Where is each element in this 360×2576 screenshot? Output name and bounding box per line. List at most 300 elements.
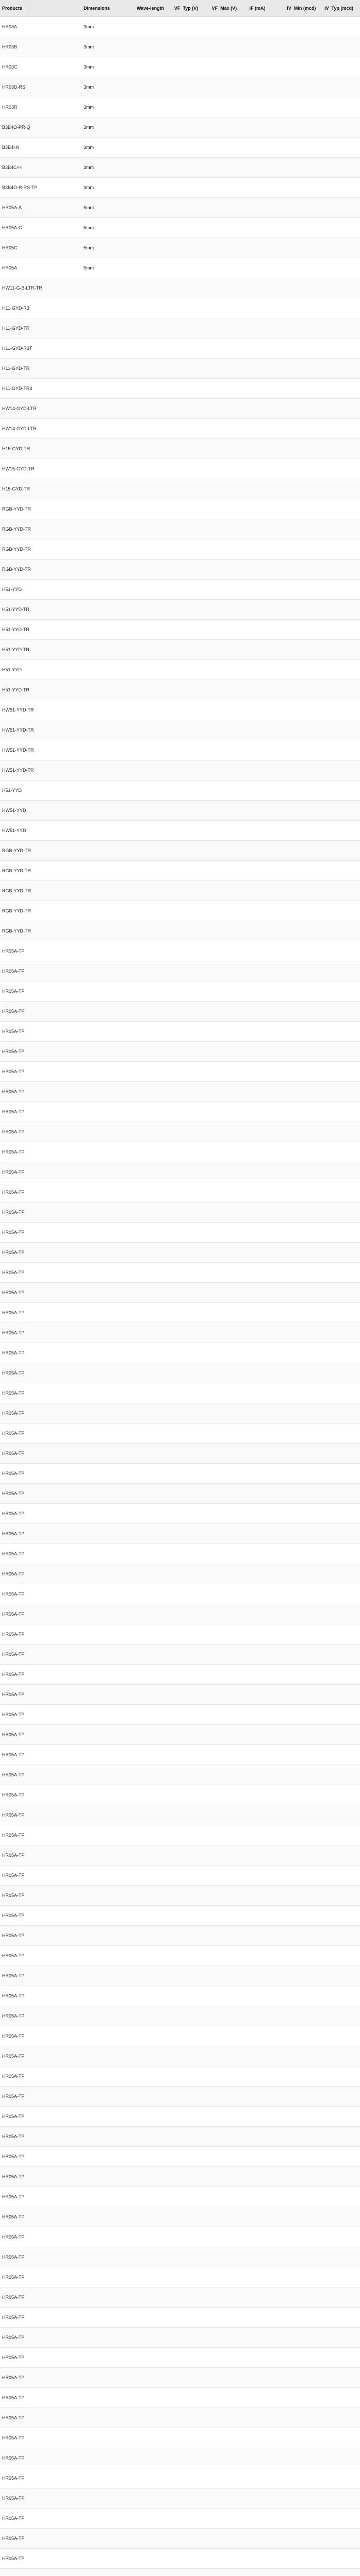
table-cell bbox=[135, 2529, 172, 2549]
product-name-cell: HR05A-TP bbox=[0, 1243, 81, 1263]
table-cell bbox=[135, 278, 172, 298]
table-row bbox=[0, 941, 360, 961]
table-cell bbox=[172, 821, 210, 841]
table-cell bbox=[322, 700, 360, 720]
product-name-cell: HR05A-TP bbox=[0, 1464, 81, 1484]
table-cell bbox=[135, 1745, 172, 1765]
table-cell bbox=[135, 1765, 172, 1785]
table-cell bbox=[172, 1906, 210, 1926]
table-cell bbox=[247, 700, 285, 720]
table-cell bbox=[322, 1223, 360, 1243]
product-name-cell: HR03R bbox=[0, 97, 81, 117]
table-cell bbox=[285, 2529, 322, 2549]
table-cell bbox=[210, 2167, 248, 2187]
table-cell bbox=[322, 2408, 360, 2428]
table-cell bbox=[172, 2569, 210, 2576]
table-cell bbox=[210, 1403, 248, 1423]
table-cell: 3mm bbox=[81, 117, 135, 138]
product-name-cell: RGB-YYD-TR bbox=[0, 841, 81, 861]
table-cell bbox=[81, 1022, 135, 1042]
table-cell bbox=[210, 2468, 248, 2488]
table-cell bbox=[135, 97, 172, 117]
table-cell bbox=[285, 740, 322, 760]
table-cell bbox=[81, 981, 135, 1002]
table-cell bbox=[210, 379, 248, 399]
table-cell bbox=[285, 2569, 322, 2576]
table-cell bbox=[285, 1685, 322, 1705]
table-cell bbox=[172, 57, 210, 77]
table-cell bbox=[135, 198, 172, 218]
table-row bbox=[0, 2207, 360, 2227]
table-cell bbox=[135, 499, 172, 519]
table-row bbox=[0, 640, 360, 660]
product-name-cell: HR05A-C bbox=[0, 218, 81, 238]
table-row bbox=[0, 901, 360, 921]
table-cell bbox=[81, 298, 135, 318]
table-cell bbox=[81, 2308, 135, 2328]
table-cell bbox=[172, 2428, 210, 2448]
product-name-cell: HR05C bbox=[0, 238, 81, 258]
table-cell bbox=[135, 2267, 172, 2287]
table-cell bbox=[322, 1645, 360, 1665]
table-cell bbox=[210, 1223, 248, 1243]
table-cell bbox=[247, 1102, 285, 1122]
table-cell bbox=[135, 1022, 172, 1042]
table-cell bbox=[172, 2187, 210, 2207]
table-cell bbox=[247, 2388, 285, 2408]
table-cell bbox=[81, 1142, 135, 1162]
table-cell bbox=[247, 1825, 285, 1845]
table-row bbox=[0, 700, 360, 720]
table-cell bbox=[210, 2127, 248, 2147]
table-cell bbox=[285, 760, 322, 781]
table-cell bbox=[172, 2127, 210, 2147]
table-row bbox=[0, 539, 360, 560]
table-cell bbox=[172, 238, 210, 258]
table-cell bbox=[247, 2488, 285, 2509]
table-row bbox=[0, 2368, 360, 2388]
table-cell bbox=[210, 1805, 248, 1825]
product-name-cell: HR05A-TP bbox=[0, 2468, 81, 2488]
product-name-cell: HW51-YYD-TR bbox=[0, 700, 81, 720]
table-cell bbox=[285, 1926, 322, 1946]
table-cell bbox=[135, 1624, 172, 1645]
table-cell bbox=[322, 519, 360, 539]
table-cell bbox=[322, 1805, 360, 1825]
table-cell bbox=[210, 1323, 248, 1343]
table-row bbox=[0, 419, 360, 439]
table-cell bbox=[322, 2167, 360, 2187]
table-cell bbox=[135, 2167, 172, 2187]
table-cell bbox=[81, 1323, 135, 1343]
table-cell bbox=[210, 298, 248, 318]
table-cell bbox=[172, 2308, 210, 2328]
table-cell bbox=[322, 2328, 360, 2348]
table-row bbox=[0, 1685, 360, 1705]
table-cell bbox=[81, 1765, 135, 1785]
table-row bbox=[0, 1745, 360, 1765]
table-row bbox=[0, 479, 360, 499]
product-name-cell: HR05A-TP bbox=[0, 1866, 81, 1886]
table-cell bbox=[210, 1182, 248, 1202]
table-row bbox=[0, 1002, 360, 1022]
table-cell bbox=[247, 1966, 285, 1986]
table-cell bbox=[247, 1705, 285, 1725]
table-row bbox=[0, 77, 360, 97]
product-name-cell: HR05A-TP bbox=[0, 2549, 81, 2569]
table-cell bbox=[247, 1042, 285, 1062]
table-cell bbox=[285, 1845, 322, 1866]
table-cell bbox=[210, 620, 248, 640]
table-cell bbox=[135, 1042, 172, 1062]
table-cell bbox=[322, 620, 360, 640]
table-cell bbox=[135, 37, 172, 57]
table-cell bbox=[81, 2187, 135, 2207]
product-name-cell: HR05A-TP bbox=[0, 1745, 81, 1765]
product-name-cell: HR05A-TP bbox=[0, 1624, 81, 1645]
table-cell bbox=[210, 77, 248, 97]
table-cell bbox=[285, 640, 322, 660]
table-cell bbox=[285, 2046, 322, 2066]
table-cell bbox=[81, 338, 135, 359]
table-cell bbox=[285, 178, 322, 198]
table-cell bbox=[322, 981, 360, 1002]
table-cell bbox=[135, 801, 172, 821]
table-cell bbox=[81, 1082, 135, 1102]
table-cell bbox=[210, 680, 248, 700]
table-cell bbox=[247, 2549, 285, 2569]
table-row bbox=[0, 1564, 360, 1584]
table-cell bbox=[247, 2569, 285, 2576]
table-cell bbox=[81, 2529, 135, 2549]
table-cell bbox=[210, 1564, 248, 1584]
table-cell bbox=[285, 1825, 322, 1845]
table-row bbox=[0, 861, 360, 881]
product-name-cell: HR05A-TP bbox=[0, 2127, 81, 2147]
table-cell bbox=[322, 138, 360, 158]
table-cell bbox=[247, 37, 285, 57]
table-cell bbox=[322, 841, 360, 861]
table-cell bbox=[172, 2107, 210, 2127]
table-cell bbox=[172, 1504, 210, 1524]
table-cell bbox=[81, 1725, 135, 1745]
table-cell bbox=[172, 961, 210, 981]
table-cell bbox=[172, 2207, 210, 2227]
table-cell bbox=[210, 198, 248, 218]
table-cell bbox=[81, 1866, 135, 1886]
product-name-cell: HR05A-TP bbox=[0, 1403, 81, 1423]
table-cell bbox=[322, 1986, 360, 2006]
table-cell bbox=[322, 198, 360, 218]
table-cell bbox=[135, 2287, 172, 2308]
table-cell bbox=[247, 1363, 285, 1383]
table-cell bbox=[285, 399, 322, 419]
table-row bbox=[0, 2308, 360, 2328]
table-cell bbox=[135, 1263, 172, 1283]
table-cell bbox=[247, 1765, 285, 1785]
table-row bbox=[0, 1845, 360, 1866]
table-cell bbox=[285, 2187, 322, 2207]
table-cell bbox=[210, 459, 248, 479]
table-cell bbox=[322, 1866, 360, 1886]
table-cell bbox=[135, 519, 172, 539]
table-row bbox=[0, 2026, 360, 2046]
table-row bbox=[0, 600, 360, 620]
table-cell bbox=[210, 941, 248, 961]
table-cell bbox=[172, 1162, 210, 1182]
product-name-cell: H15-GYD-TR bbox=[0, 439, 81, 459]
table-cell bbox=[81, 580, 135, 600]
table-cell bbox=[135, 419, 172, 439]
table-cell bbox=[247, 2006, 285, 2026]
table-cell bbox=[172, 178, 210, 198]
table-cell bbox=[247, 1845, 285, 1866]
table-cell bbox=[172, 1383, 210, 1403]
table-row bbox=[0, 1926, 360, 1946]
table-row bbox=[0, 2448, 360, 2468]
product-name-cell: HR05A-TP bbox=[0, 1303, 81, 1323]
table-cell bbox=[172, 2328, 210, 2348]
table-cell bbox=[210, 921, 248, 941]
table-cell bbox=[322, 158, 360, 178]
table-cell bbox=[210, 218, 248, 238]
table-cell bbox=[210, 2408, 248, 2428]
table-cell bbox=[135, 77, 172, 97]
table-cell bbox=[247, 2348, 285, 2368]
product-name-cell: HR05A-TP bbox=[0, 1504, 81, 1524]
table-cell bbox=[322, 1886, 360, 1906]
product-name-cell: RGB-YYD-TR bbox=[0, 901, 81, 921]
table-cell bbox=[210, 2046, 248, 2066]
table-cell bbox=[172, 479, 210, 499]
table-cell bbox=[210, 519, 248, 539]
table-cell bbox=[210, 640, 248, 660]
table-row bbox=[0, 238, 360, 258]
table-cell bbox=[172, 459, 210, 479]
product-name-cell: HW14-GYD-LTR bbox=[0, 399, 81, 419]
table-cell bbox=[81, 781, 135, 801]
table-cell bbox=[81, 660, 135, 680]
table-cell bbox=[135, 821, 172, 841]
table-row bbox=[0, 1102, 360, 1122]
table-cell bbox=[285, 1002, 322, 1022]
table-cell bbox=[81, 2046, 135, 2066]
table-cell bbox=[322, 2087, 360, 2107]
table-cell bbox=[81, 2569, 135, 2576]
table-cell bbox=[135, 1062, 172, 1082]
table-cell bbox=[172, 1122, 210, 1142]
table-cell bbox=[135, 1002, 172, 1022]
table-cell bbox=[81, 479, 135, 499]
product-name-cell: HR05A-TP bbox=[0, 1926, 81, 1946]
table-cell bbox=[81, 1484, 135, 1504]
table-cell bbox=[172, 2348, 210, 2368]
table-cell bbox=[135, 1202, 172, 1223]
table-cell bbox=[81, 1504, 135, 1524]
table-cell bbox=[322, 77, 360, 97]
product-name-cell: HR05A-TP bbox=[0, 2187, 81, 2207]
table-row bbox=[0, 519, 360, 539]
table-row bbox=[0, 2127, 360, 2147]
table-cell bbox=[285, 459, 322, 479]
table-row bbox=[0, 1303, 360, 1323]
table-cell bbox=[172, 1464, 210, 1484]
table-cell bbox=[247, 1383, 285, 1403]
product-name-cell: HR05A-TP bbox=[0, 941, 81, 961]
table-cell bbox=[135, 1223, 172, 1243]
table-cell bbox=[285, 961, 322, 981]
table-cell bbox=[322, 2147, 360, 2167]
table-cell bbox=[81, 620, 135, 640]
table-cell bbox=[81, 519, 135, 539]
table-cell bbox=[247, 881, 285, 901]
column-header: IV_Typ (mcd) bbox=[322, 0, 360, 17]
table-cell bbox=[285, 720, 322, 740]
table-cell bbox=[135, 1705, 172, 1725]
product-name-cell: RGB-YYD-TR bbox=[0, 881, 81, 901]
table-cell bbox=[247, 138, 285, 158]
table-cell bbox=[285, 359, 322, 379]
table-cell bbox=[172, 379, 210, 399]
product-name-cell: HR05A-TP bbox=[0, 1082, 81, 1102]
table-cell: 3mm bbox=[81, 77, 135, 97]
table-cell bbox=[210, 1785, 248, 1805]
table-cell bbox=[135, 760, 172, 781]
table-row bbox=[0, 1363, 360, 1383]
table-cell bbox=[81, 2227, 135, 2247]
table-cell bbox=[285, 1564, 322, 1584]
table-row bbox=[0, 1544, 360, 1564]
table-cell bbox=[322, 580, 360, 600]
product-name-cell: RGB-YYD-TR bbox=[0, 499, 81, 519]
table-cell bbox=[172, 2509, 210, 2529]
table-cell bbox=[285, 941, 322, 961]
table-cell bbox=[247, 1524, 285, 1544]
table-cell bbox=[210, 1584, 248, 1604]
table-cell bbox=[172, 1544, 210, 1564]
table-cell bbox=[210, 2147, 248, 2167]
table-row bbox=[0, 1042, 360, 1062]
table-cell bbox=[285, 1263, 322, 1283]
table-cell bbox=[172, 278, 210, 298]
table-cell: 3mm bbox=[81, 97, 135, 117]
table-cell bbox=[285, 1403, 322, 1423]
table-cell bbox=[135, 781, 172, 801]
product-name-cell: HR05A-TP bbox=[0, 1363, 81, 1383]
table-cell bbox=[285, 1444, 322, 1464]
table-cell bbox=[135, 1564, 172, 1584]
product-name-cell: HR05A-TP bbox=[0, 1825, 81, 1845]
table-cell bbox=[322, 740, 360, 760]
table-cell bbox=[135, 1926, 172, 1946]
table-cell bbox=[247, 1584, 285, 1604]
table-cell bbox=[322, 881, 360, 901]
table-cell bbox=[135, 1403, 172, 1423]
table-cell bbox=[135, 1685, 172, 1705]
product-name-cell: HR03A bbox=[0, 17, 81, 37]
table-cell bbox=[210, 1926, 248, 1946]
table-cell bbox=[322, 2569, 360, 2576]
product-name-cell: H51-YYD bbox=[0, 580, 81, 600]
table-row bbox=[0, 2569, 360, 2576]
table-cell bbox=[247, 1082, 285, 1102]
table-cell bbox=[135, 1464, 172, 1484]
table-cell bbox=[247, 1665, 285, 1685]
product-name-cell: HR05A-TP bbox=[0, 1142, 81, 1162]
table-row bbox=[0, 1966, 360, 1986]
table-cell bbox=[247, 620, 285, 640]
table-cell bbox=[135, 1544, 172, 1564]
table-cell bbox=[285, 1966, 322, 1986]
table-row bbox=[0, 57, 360, 77]
table-cell bbox=[247, 1022, 285, 1042]
table-cell bbox=[247, 399, 285, 419]
table-row bbox=[0, 1142, 360, 1162]
table-cell bbox=[135, 2328, 172, 2348]
table-cell bbox=[285, 379, 322, 399]
table-cell bbox=[322, 901, 360, 921]
table-cell bbox=[247, 580, 285, 600]
table-cell bbox=[285, 218, 322, 238]
table-cell bbox=[322, 781, 360, 801]
table-cell bbox=[135, 2308, 172, 2328]
table-cell bbox=[210, 1745, 248, 1765]
table-cell bbox=[247, 1403, 285, 1423]
product-name-cell: HR05A-TP bbox=[0, 1906, 81, 1926]
table-cell bbox=[172, 801, 210, 821]
table-cell bbox=[322, 1243, 360, 1263]
product-name-cell: B3B4O-R-RS-TP bbox=[0, 178, 81, 198]
table-cell bbox=[81, 499, 135, 519]
product-name-cell: HW15-GYD-TR bbox=[0, 459, 81, 479]
table-row bbox=[0, 37, 360, 57]
table-cell bbox=[247, 1785, 285, 1805]
table-cell bbox=[322, 2488, 360, 2509]
table-cell bbox=[210, 1966, 248, 1986]
table-cell bbox=[247, 720, 285, 740]
table-cell bbox=[285, 138, 322, 158]
table-cell bbox=[210, 1383, 248, 1403]
table-cell bbox=[247, 318, 285, 338]
product-name-cell: HR05A-TP bbox=[0, 1765, 81, 1785]
table-cell: 5mm bbox=[81, 198, 135, 218]
table-cell bbox=[210, 2227, 248, 2247]
table-row bbox=[0, 2488, 360, 2509]
table-cell bbox=[210, 138, 248, 158]
table-cell bbox=[81, 318, 135, 338]
product-name-cell: HR05A-TP bbox=[0, 1785, 81, 1805]
table-cell bbox=[322, 1082, 360, 1102]
table-cell bbox=[322, 2388, 360, 2408]
table-row bbox=[0, 1082, 360, 1102]
product-name-cell: HR05A-TP bbox=[0, 1645, 81, 1665]
column-header: IF (mA) bbox=[247, 0, 285, 17]
table-cell bbox=[81, 2287, 135, 2308]
table-cell bbox=[81, 2428, 135, 2448]
product-name-cell: HR05A-TP bbox=[0, 2488, 81, 2509]
table-cell bbox=[135, 1082, 172, 1102]
product-name-cell: HR05A-TP bbox=[0, 2107, 81, 2127]
table-cell bbox=[322, 539, 360, 560]
table-cell bbox=[247, 2328, 285, 2348]
table-cell bbox=[135, 1524, 172, 1544]
table-cell bbox=[322, 238, 360, 258]
table-cell bbox=[172, 1202, 210, 1223]
table-cell bbox=[172, 1845, 210, 1866]
table-cell bbox=[135, 1383, 172, 1403]
table-cell bbox=[172, 539, 210, 560]
table-cell bbox=[210, 1845, 248, 1866]
